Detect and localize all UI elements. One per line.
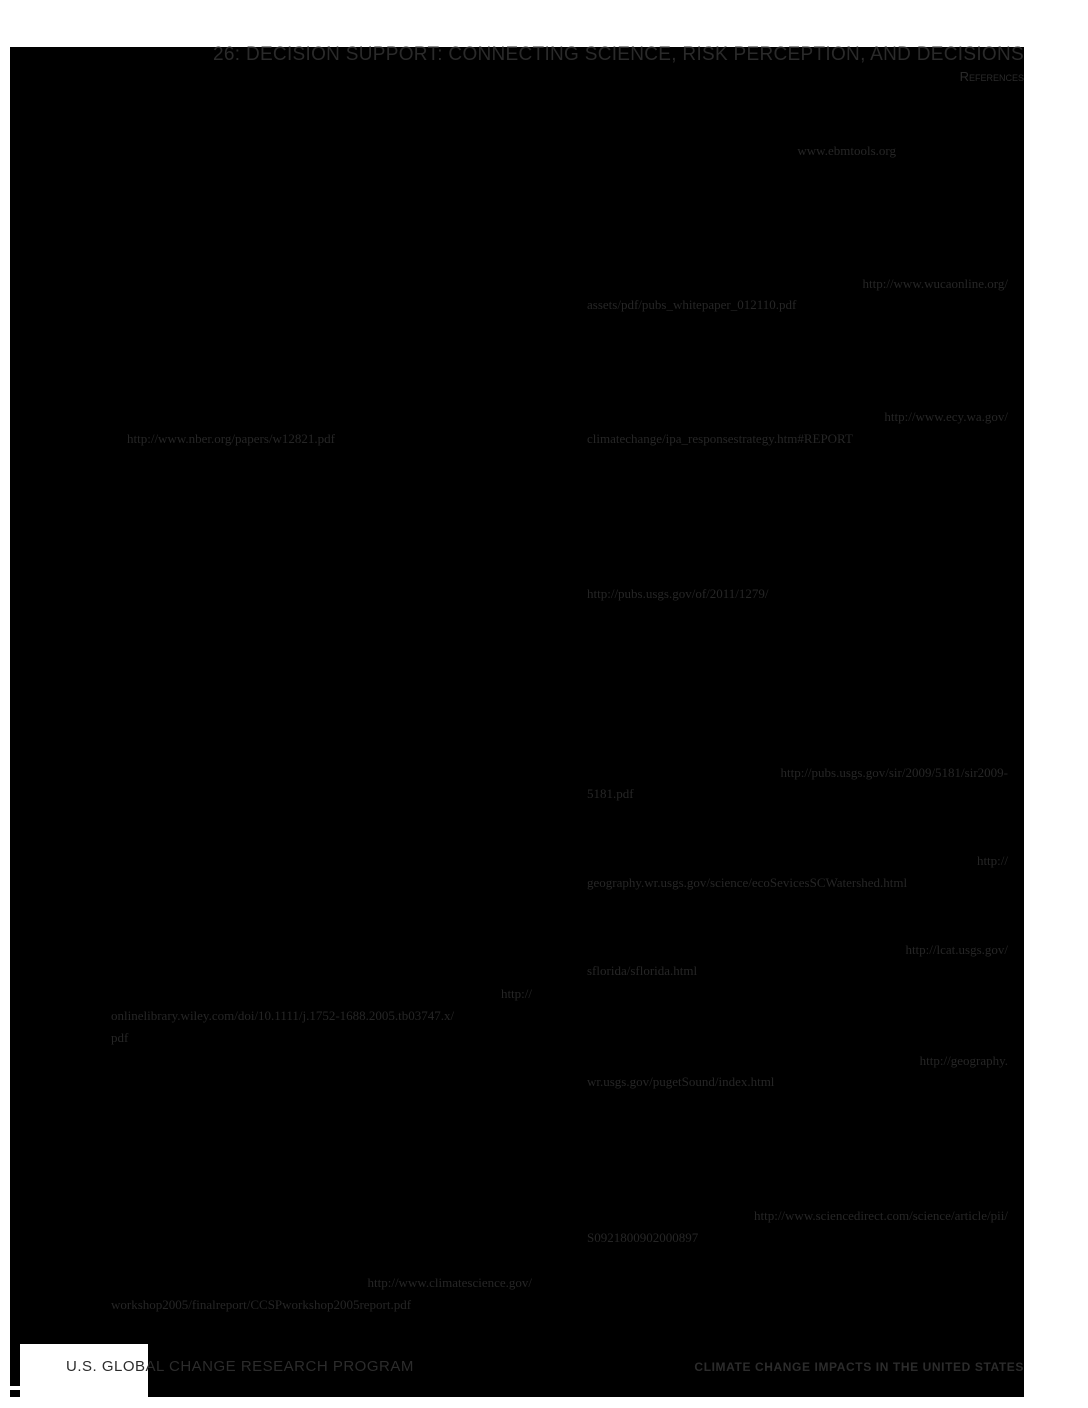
reference-link[interactable]: http://geography. [919, 1053, 1008, 1068]
reference-link[interactable]: http://lcat.usgs.gov/ [905, 942, 1008, 957]
reference-link[interactable]: www.ebmtools.org [797, 143, 896, 158]
section-label: References [959, 69, 1024, 84]
reference-link[interactable]: workshop2005/finalreport/CCSPworkshop2005report.pdf [111, 1297, 412, 1312]
reference-link[interactable]: http://www.climatescience.gov/ [367, 1275, 532, 1290]
footer-report-title: CLIMATE CHANGE IMPACTS IN THE UNITED STATES [694, 1360, 1024, 1374]
chapter-title: 26: DECISION SUPPORT: CONNECTING SCIENCE, RISK PERCEPTION, AND DECISIONS [213, 44, 1024, 65]
footer-mark [10, 1386, 24, 1390]
reference-link[interactable]: sflorida/sflorida.html [587, 963, 698, 978]
reference-link[interactable]: http:// [976, 853, 1008, 868]
reference-link[interactable]: http://www.ecy.wa.gov/ [884, 409, 1008, 424]
reference-link[interactable]: wr.usgs.gov/pugetSound/index.html [587, 1074, 775, 1089]
reference-link[interactable]: climatechange/ipa_responsestrategy.htm#REPORT [587, 431, 853, 446]
reference-link[interactable]: geography.wr.usgs.gov/science/ecoSevicesSCWatershed.html [587, 875, 908, 890]
reference-link[interactable]: http://pubs.usgs.gov/of/2011/1279/ [587, 586, 769, 601]
reference-link[interactable]: assets/pdf/pubs_whitepaper_012110.pdf [587, 297, 797, 312]
reference-link[interactable]: http:// [500, 986, 532, 1001]
reference-link[interactable]: http://www.sciencedirect.com/science/article/pii/ [753, 1208, 1008, 1223]
reference-link[interactable]: S0921800902000897 [587, 1230, 699, 1245]
reference-link[interactable]: pdf [111, 1030, 129, 1045]
reference-link[interactable]: http://www.nber.org/papers/w12821.pdf [127, 431, 335, 446]
page-content-block [10, 47, 1024, 1397]
footer-program-name: U.S. GLOBAL CHANGE RESEARCH PROGRAM [66, 1358, 414, 1375]
reference-link[interactable]: http://www.wucaonline.org/ [862, 276, 1008, 291]
reference-link[interactable]: 5181.pdf [587, 786, 634, 801]
reference-link[interactable]: http://pubs.usgs.gov/sir/2009/5181/sir2009- [780, 765, 1008, 780]
reference-link[interactable]: onlinelibrary.wiley.com/doi/10.1111/j.1752-1688.2005.tb03747.x/ [111, 1008, 455, 1023]
